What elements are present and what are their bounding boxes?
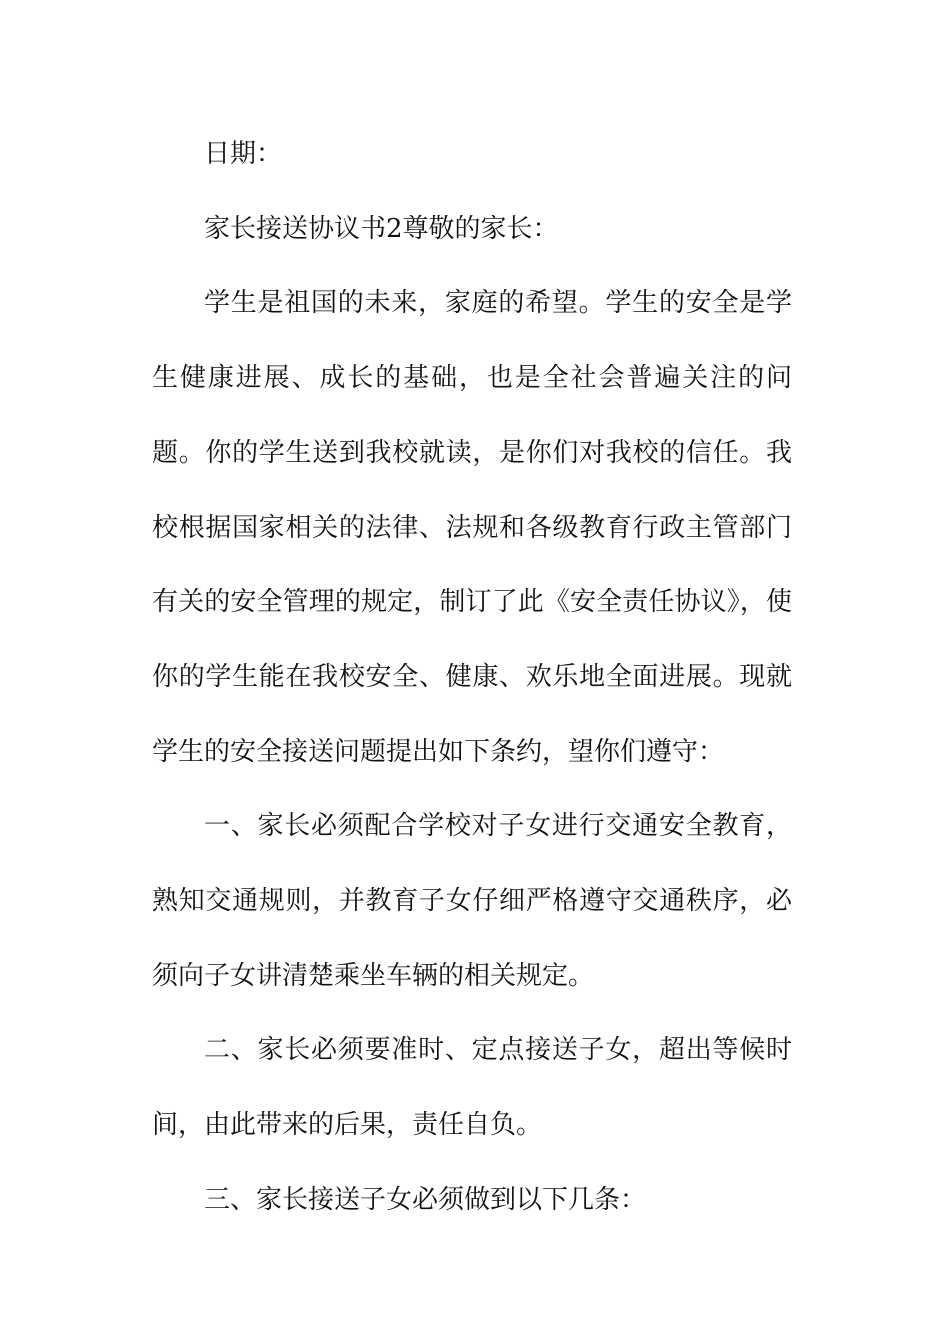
intro-paragraph: 学生是祖国的未来，家庭的希望。学生的安全是学生健康进展、成长的基础，也是全社会普遍关注的问题。你的学生送到我校就读，是你们对我校的信任。我校根据国家相关的法律、法规和各级教育行政主管部门有关的安全管理的规定，制订了此《安全责任协议》，使你的学生能在我校安全、健康、欢乐地全面进展。现就学生的安全接送问题提出如下条约，望你们遵守： (152, 288, 792, 767)
salutation: 家长接送协议书2尊敬的家长： (204, 213, 559, 244)
clause-three: 三、家长接送子女必须做到以下几条： (204, 1184, 647, 1215)
document-body (152, 117, 792, 1238)
date-line: 日期： (204, 139, 283, 169)
clause-one: 一、家长必须配合学校对子女进行交通安全教育，熟知交通规则，并教育子女仔细严格遵守交通秩序，必须向子女讲清楚乘坐车辆的相关规定。 (152, 811, 792, 991)
clause-two: 二、家长必须要准时、定点接送子女，超出等候时间，由此带来的后果，责任自负。 (152, 1035, 792, 1141)
